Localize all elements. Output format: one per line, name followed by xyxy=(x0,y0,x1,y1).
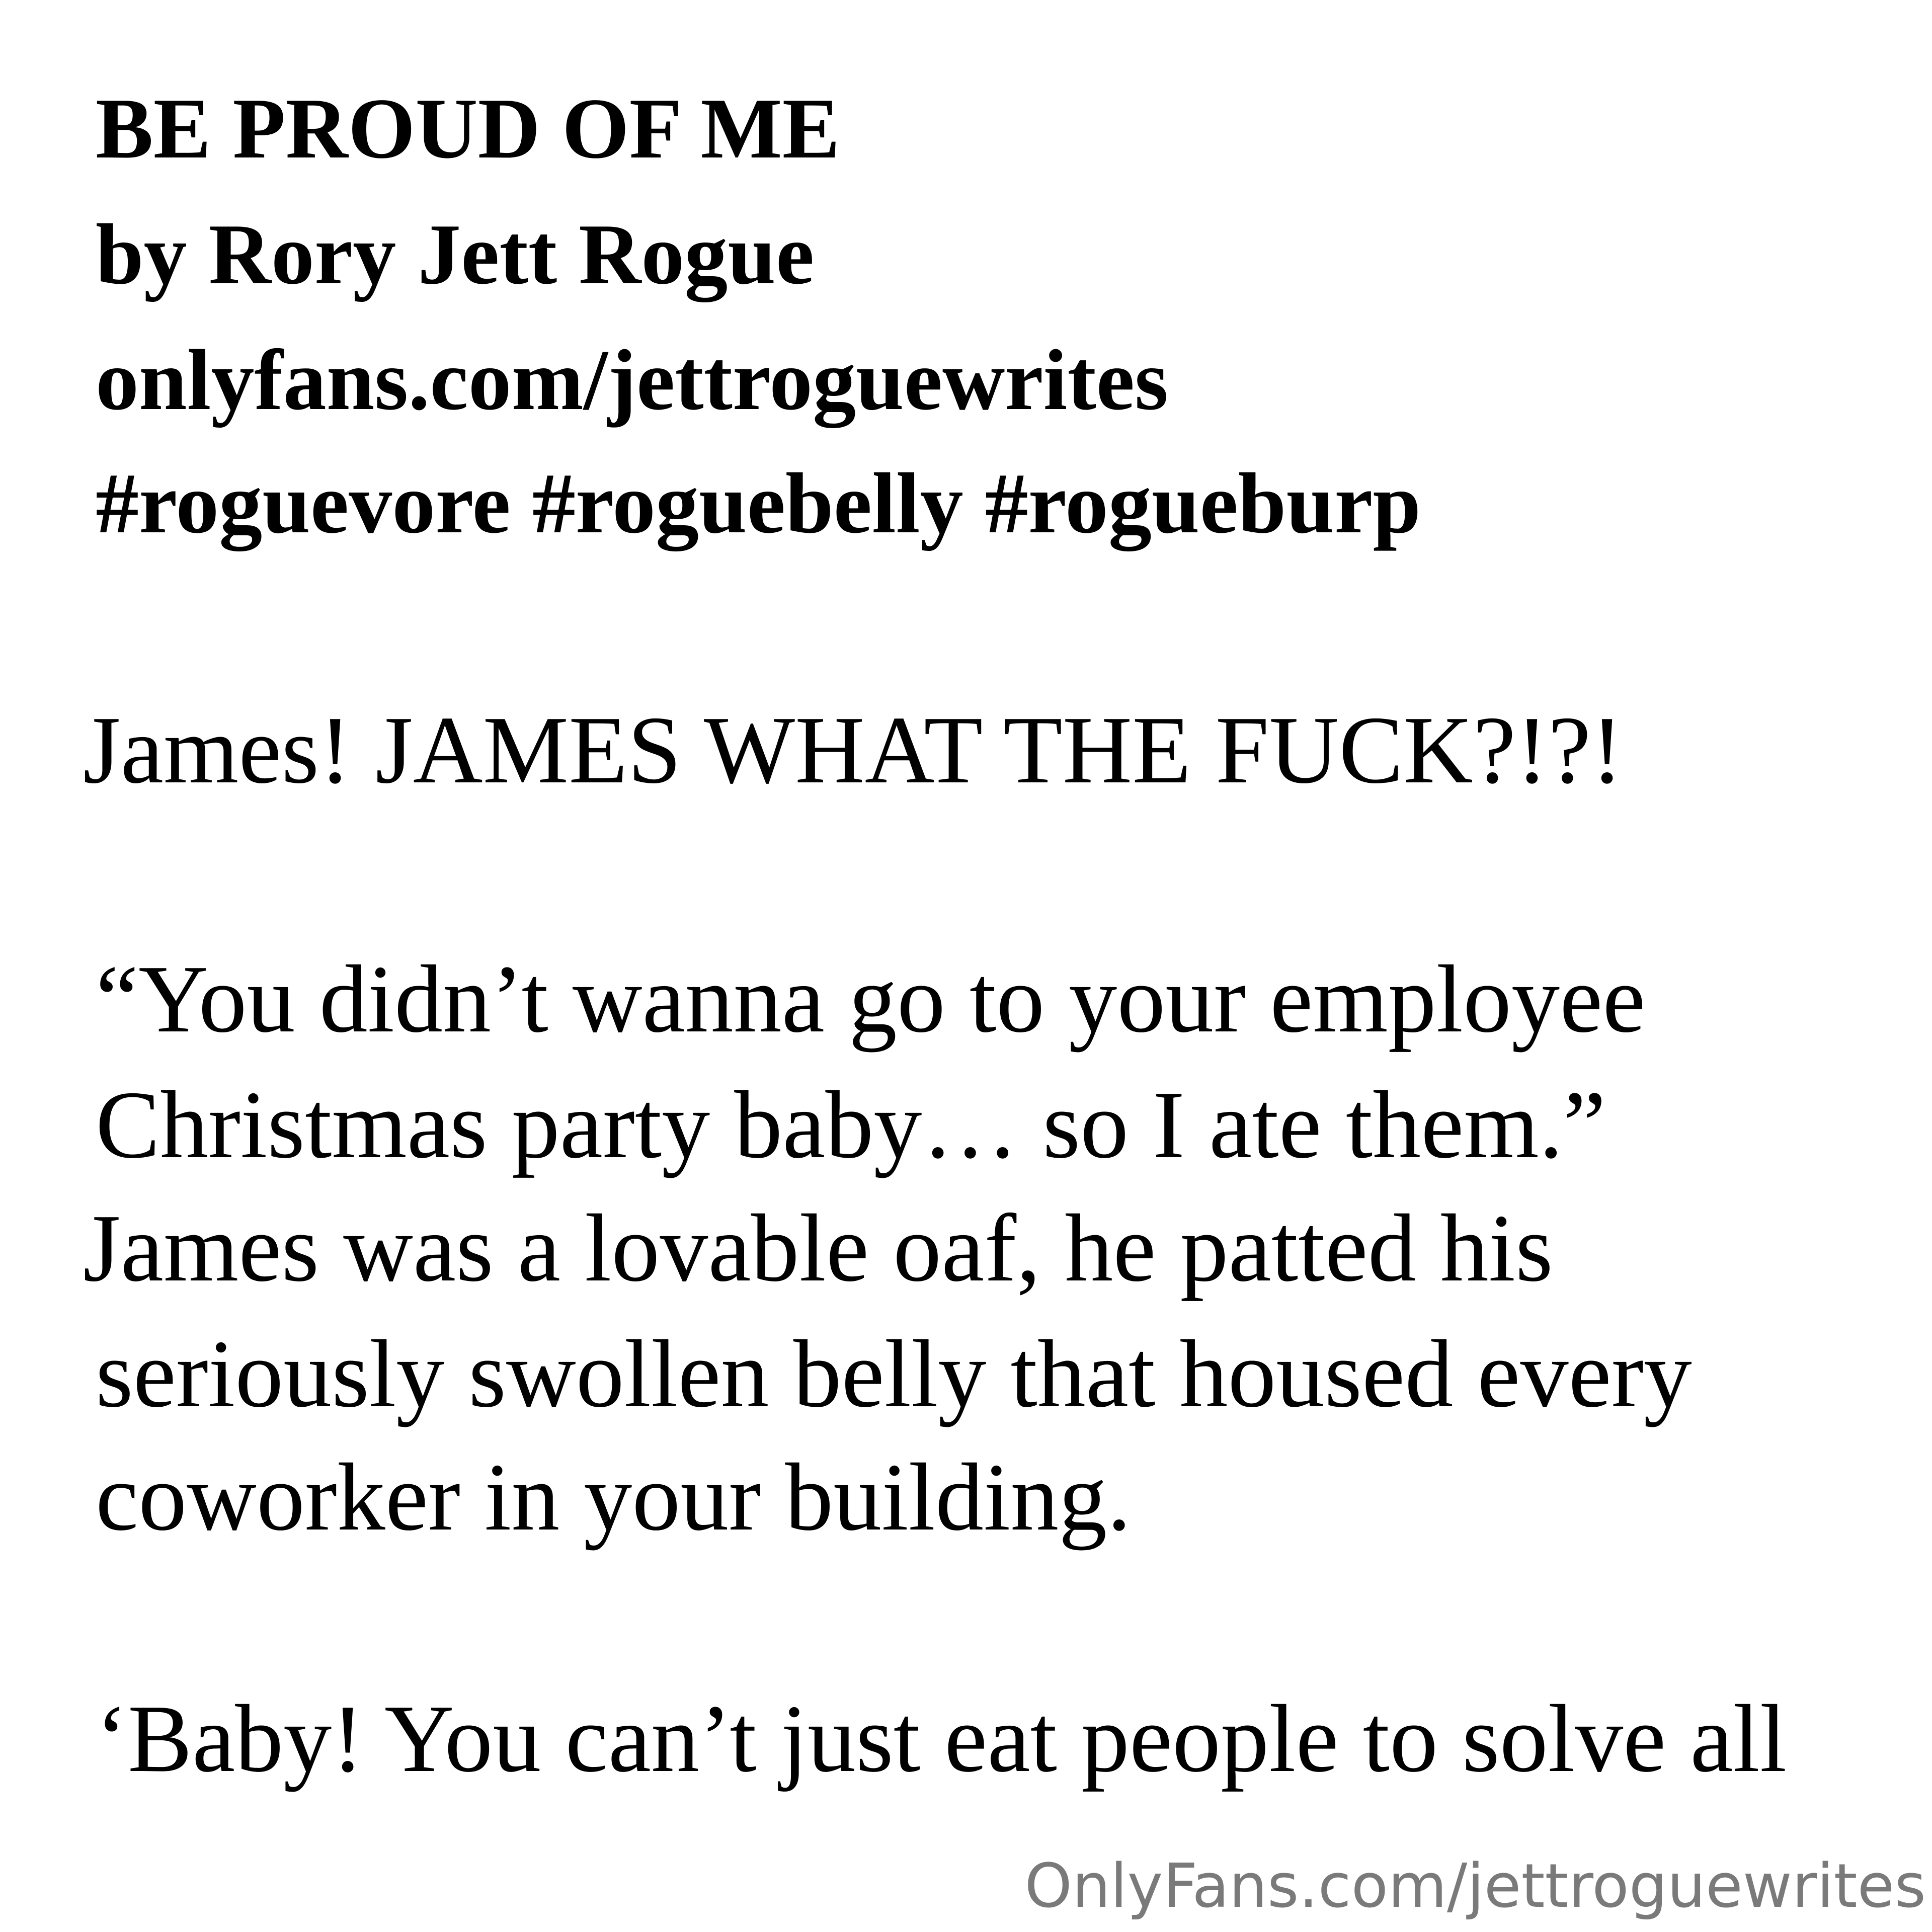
story-line: Christmas party baby… so I ate them.” xyxy=(96,1071,1606,1178)
story-line: seriously swollen belly that housed every xyxy=(96,1320,1692,1427)
author-link: onlyfans.com/jettroguewrites xyxy=(96,333,1169,428)
story-title: BE PROUD OF ME xyxy=(96,81,840,177)
story-line: James was a lovable oaf, he patted his xyxy=(83,1194,1553,1302)
story-line: “You didn’t wanna go to your employee xyxy=(96,945,1646,1053)
story-line: coworker in your building. xyxy=(96,1443,1132,1551)
hashtags: #roguevore #roguebelly #rogueburp xyxy=(96,456,1421,551)
watermark-text: OnlyFans.com/jettroguewrites xyxy=(1024,1852,1926,1921)
story-line: James! JAMES WHAT THE FUCK?!?! xyxy=(83,696,1624,803)
story-line: ‘Baby! You can’t just eat people to solve all xyxy=(96,1685,1787,1792)
author-byline: by Rory Jett Rogue xyxy=(96,207,815,302)
